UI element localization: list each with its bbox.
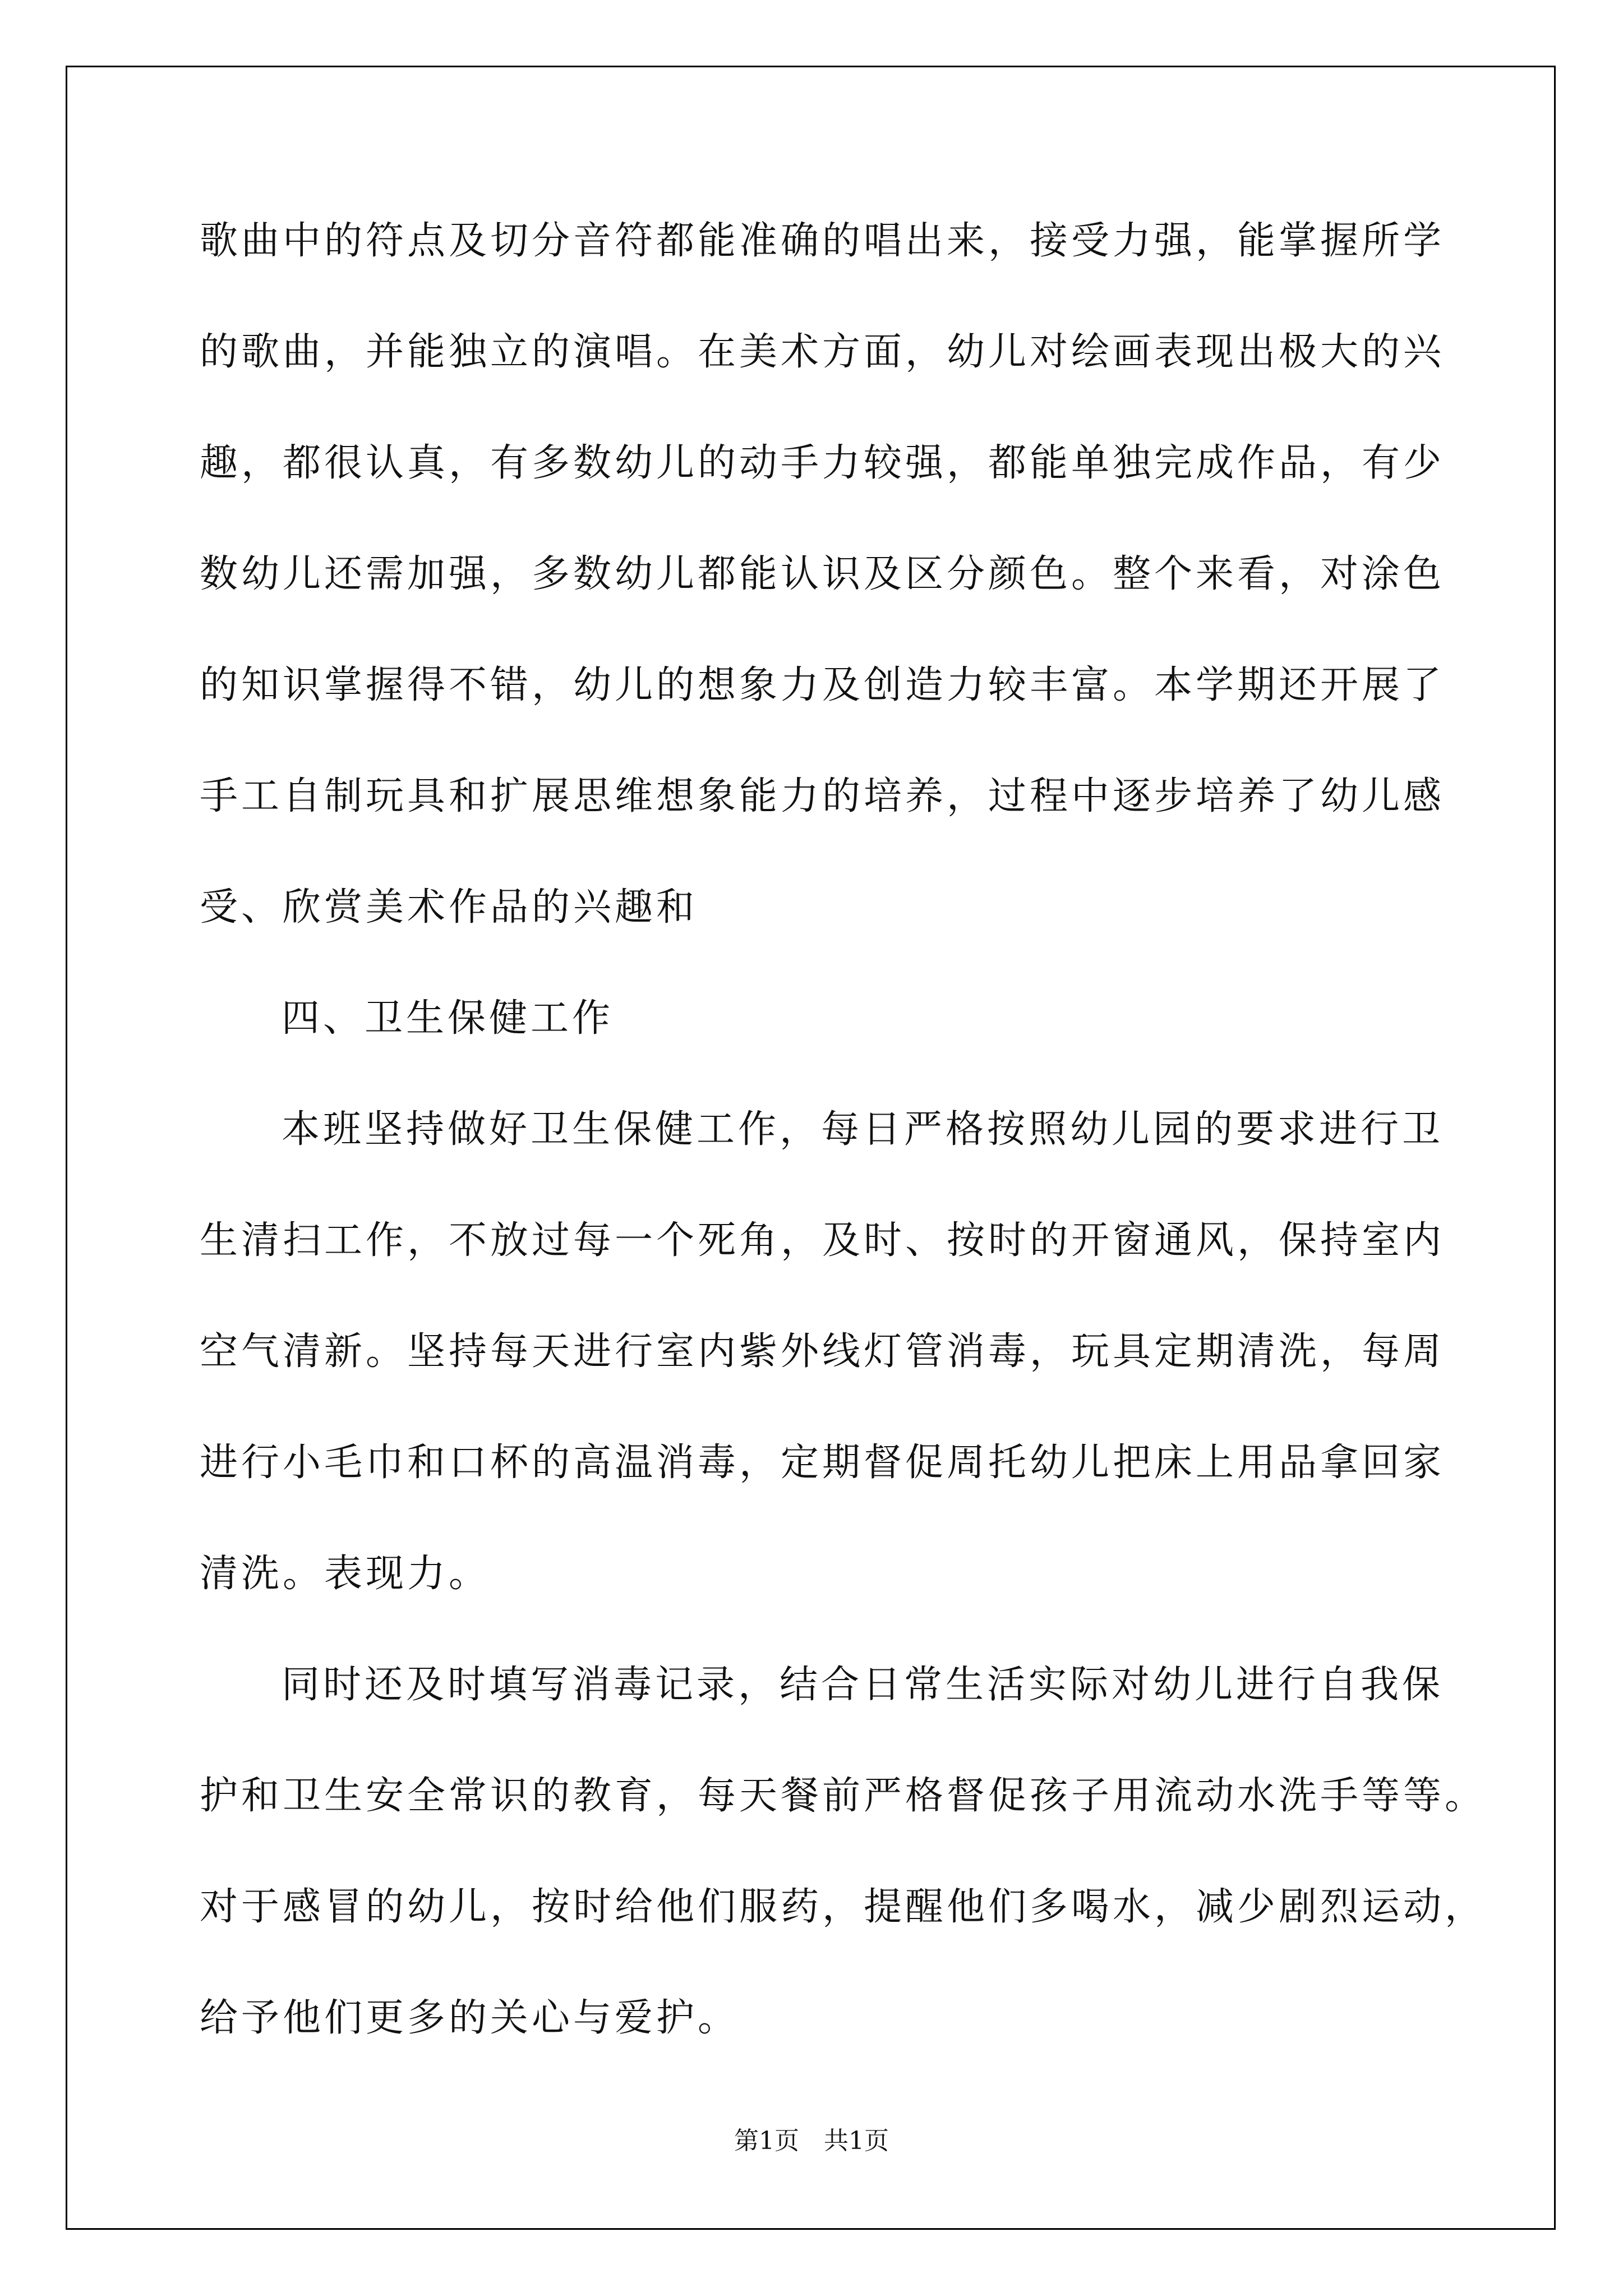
text-line: 数幼儿还需加强，多数幼儿都能认识及区分颜色。整个来看，对涂色: [200, 552, 1445, 596]
text-line: 手工自制玩具和扩展思维想象能力的培养，过程中逐步培养了幼儿感: [200, 774, 1445, 818]
text-line: 同时还及时填写消毒记录，结合日常生活实际对幼儿进行自我保: [282, 1663, 1444, 1707]
text-line: 空气清新。坚持每天进行室内紫外线灯管消毒，玩具定期清洗，每周: [200, 1329, 1445, 1374]
page-footer: 第1页 共1页: [734, 2127, 889, 2155]
text-line: 歌曲中的符点及切分音符都能准确的唱出来，接受力强，能掌握所学: [200, 219, 1445, 263]
text-line: 受、欣赏美术作品的兴趣和: [200, 885, 698, 930]
text-line: 护和卫生安全常识的教育，每天餐前严格督促孩子用流动水洗手等等。: [200, 1774, 1487, 1818]
text-line: 的歌曲，并能独立的演唱。在美术方面，幼儿对绘画表现出极大的兴: [200, 330, 1445, 374]
text-line: 给予他们更多的关心与爱护。: [200, 1996, 740, 2040]
text-line: 清洗。表现力。: [200, 1552, 491, 1596]
text-line: 对于感冒的幼儿，按时给他们服药，提醒他们多喝水，减少剧烈运动，: [200, 1885, 1487, 1929]
text-line: 本班坚持做好卫生保健工作，每日严格按照幼儿园的要求进行卫: [282, 1107, 1444, 1152]
text-line: 的知识掌握得不错，幼儿的想象力及创造力较丰富。本学期还开展了: [200, 663, 1445, 707]
section-heading: 四、卫生保健工作: [282, 996, 614, 1041]
text-line: 进行小毛巾和口杯的高温消毒，定期督促周托幼儿把床上用品拿回家: [200, 1441, 1445, 1485]
text-line: 趣，都很认真，有多数幼儿的动手力较强，都能单独完成作品，有少: [200, 441, 1445, 485]
text-line: 生清扫工作，不放过每一个死角，及时、按时的开窗通风，保持室内: [200, 1218, 1445, 1263]
document-body: [200, 208, 1487, 2096]
